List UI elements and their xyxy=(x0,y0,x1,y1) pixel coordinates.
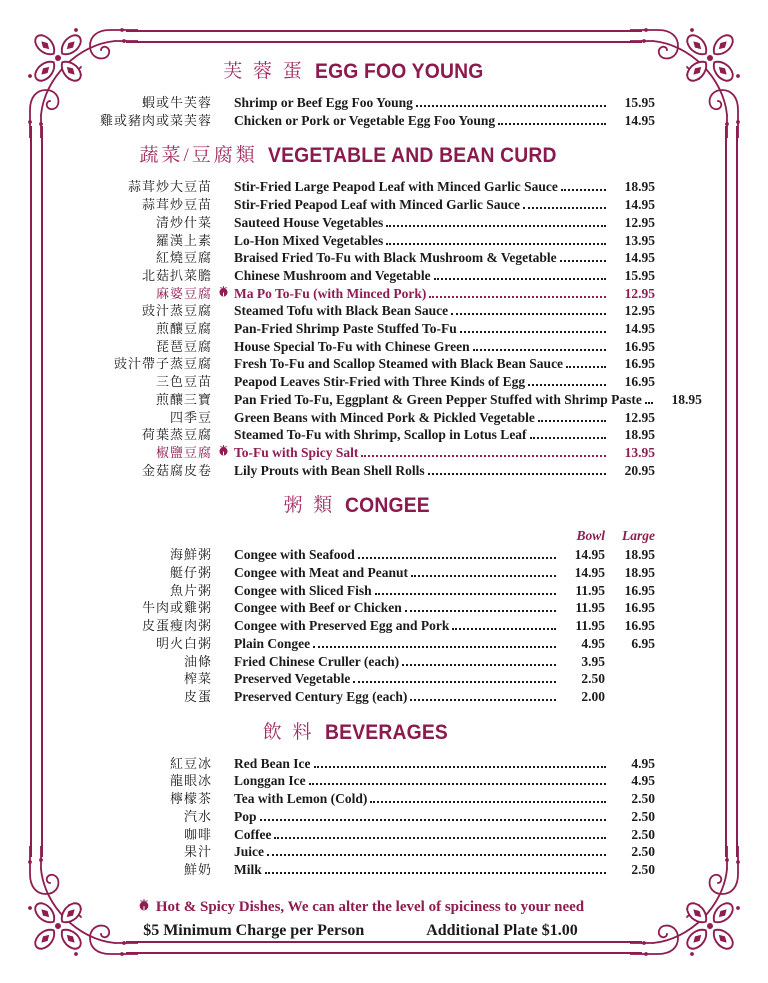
item-price-large: 16.95 xyxy=(624,600,655,616)
item-name-english: Fried Chinese Cruller (each) xyxy=(234,653,400,669)
border-line-bottom-inner xyxy=(126,941,642,943)
menu-item-row xyxy=(66,214,655,232)
border-line-bottom-outer xyxy=(126,952,642,954)
item-price: 2.50 xyxy=(581,671,605,687)
dotted-leader xyxy=(498,123,606,125)
item-name-english: Longgan Ice xyxy=(234,773,306,789)
item-price: 20.95 xyxy=(624,462,655,478)
item-name-chinese: 檸檬茶 xyxy=(169,791,212,807)
dotted-leader xyxy=(314,766,607,768)
item-price-large: 6.95 xyxy=(631,635,655,651)
item-name-english: Pop xyxy=(234,808,257,824)
section-title-english: BEVERAGES xyxy=(324,720,448,744)
item-price: 12.95 xyxy=(624,214,655,230)
item-name-chinese: 四季豆 xyxy=(169,409,212,425)
pepper-icon xyxy=(212,285,234,303)
item-name-english: Ma Po To-Fu (with Minced Pork) xyxy=(234,285,427,301)
section-title xyxy=(66,142,655,169)
item-price: 2.50 xyxy=(631,808,655,824)
section-title-chinese: 芙 蓉 蛋 xyxy=(223,61,305,82)
menu-section-vegetable-and-bean-curd xyxy=(66,142,702,479)
item-name-chinese: 牛肉或雞粥 xyxy=(141,600,212,616)
item-price: 4.95 xyxy=(631,755,655,771)
section-title-chinese: 飲 料 xyxy=(262,721,315,743)
menu-item-row xyxy=(66,790,655,808)
menu-item-row xyxy=(66,94,655,112)
section-title xyxy=(66,58,655,85)
menu-item-row xyxy=(66,617,655,635)
item-name-english: Green Beans with Minced Pork & Pickled Vegetable xyxy=(234,409,535,425)
item-price: 2.50 xyxy=(631,844,655,860)
item-price: 14.95 xyxy=(624,250,655,266)
item-name-english: House Special To-Fu with Chinese Green xyxy=(234,338,470,354)
border-line-left-inner xyxy=(41,126,43,857)
item-price: 14.95 xyxy=(624,112,655,128)
dotted-leader xyxy=(434,278,606,280)
item-name-english: Juice xyxy=(234,844,264,860)
menu-item-row xyxy=(66,826,655,844)
section-title-chinese: 蔬菜/豆腐類 xyxy=(139,145,258,167)
item-name-chinese: 三色豆苗 xyxy=(155,374,212,390)
item-name-english: Milk xyxy=(234,861,262,877)
item-price: 14.95 xyxy=(574,547,605,563)
item-name-chinese: 龍眼冰 xyxy=(169,773,212,789)
menu-content xyxy=(66,58,702,942)
item-name-chinese: 羅漢上素 xyxy=(155,232,212,248)
dotted-leader xyxy=(429,296,606,298)
dotted-leader xyxy=(452,628,556,630)
item-price: 4.95 xyxy=(581,635,605,651)
item-price-large: 18.95 xyxy=(624,547,655,563)
section-title-chinese: 粥 類 xyxy=(283,495,336,517)
item-name-chinese: 汽水 xyxy=(183,808,212,824)
item-name-english: Red Bean Ice xyxy=(234,755,311,771)
item-name-english: Chinese Mushroom and Vegetable xyxy=(234,267,431,283)
dotted-leader xyxy=(538,420,606,422)
section-title xyxy=(66,492,655,519)
item-price-large: 18.95 xyxy=(624,565,655,581)
menu-item-row xyxy=(66,320,655,338)
menu-item-row xyxy=(66,564,655,582)
dotted-leader xyxy=(410,699,556,701)
item-price: 18.95 xyxy=(624,179,655,195)
dotted-leader xyxy=(370,801,606,803)
item-price: 2.50 xyxy=(631,861,655,877)
item-name-chinese: 豉汁帶子蒸豆腐 xyxy=(113,356,212,372)
menu-item-row xyxy=(66,635,655,653)
item-price: 14.95 xyxy=(624,321,655,337)
item-price: 13.95 xyxy=(624,444,655,460)
menu-item-row xyxy=(66,196,655,214)
dotted-leader xyxy=(523,207,606,209)
item-price: 12.95 xyxy=(624,285,655,301)
dotted-leader xyxy=(353,681,556,683)
dotted-leader xyxy=(313,646,556,648)
dotted-leader xyxy=(566,366,606,368)
item-name-english: Steamed To-Fu with Shrimp, Scallop in Lotus Leaf xyxy=(234,427,527,443)
menu-item-row xyxy=(66,338,655,356)
item-name-english: Preserved Century Egg (each) xyxy=(234,688,408,704)
spicy-note-text: Hot & Spicy Dishes, We can alter the level of spiciness to your need xyxy=(155,898,585,915)
item-price: 16.95 xyxy=(624,338,655,354)
menu-item-row xyxy=(66,444,655,462)
item-name-chinese: 椒鹽豆腐 xyxy=(155,444,212,460)
item-name-chinese: 艇仔粥 xyxy=(169,565,212,581)
dotted-leader xyxy=(358,557,556,559)
item-price: 2.00 xyxy=(581,688,605,704)
item-name-english: Fresh To-Fu and Scallop Steamed with Black Bean Sauce xyxy=(234,356,564,372)
item-name-english: Lo-Hon Mixed Vegetables xyxy=(234,232,384,248)
item-name-chinese: 煎釀三寶 xyxy=(155,391,212,407)
menu-item-row xyxy=(66,599,655,617)
border-line-right-inner xyxy=(725,126,727,857)
dotted-leader xyxy=(530,437,606,439)
dotted-leader xyxy=(411,575,556,577)
menu-item-row xyxy=(66,843,655,861)
minimum-charge-text: $5 Minimum Charge per Person xyxy=(143,921,365,939)
menu-item-row xyxy=(66,285,655,303)
item-price-large: 16.95 xyxy=(624,618,655,634)
menu-item-row xyxy=(66,302,655,320)
pepper-icon xyxy=(212,444,234,462)
section-title-english: CONGEE xyxy=(345,494,431,518)
item-name-chinese: 煎釀豆腐 xyxy=(155,321,212,337)
menu-section-egg-foo-young xyxy=(66,58,655,129)
menu-item-row xyxy=(66,426,655,444)
item-name-chinese: 蝦或牛芙蓉 xyxy=(141,95,212,110)
menu-section-beverages xyxy=(66,719,655,879)
item-name-chinese: 雞或豬肉或菜芙蓉 xyxy=(99,112,212,128)
item-name-english: Congee with Beef or Chicken xyxy=(234,600,402,616)
item-price: 2.50 xyxy=(631,791,655,807)
section-rows xyxy=(66,755,655,879)
menu-item-row xyxy=(66,462,655,480)
menu-item-row xyxy=(66,688,655,706)
menu-item-row xyxy=(66,409,655,427)
item-name-chinese: 金菇腐皮卷 xyxy=(141,462,212,478)
menu-item-row xyxy=(66,355,655,373)
item-name-english: Stir-Fried Peapod Leaf with Minced Garlic Sauce xyxy=(234,197,520,213)
menu-item-row xyxy=(66,772,655,790)
item-price: 15.95 xyxy=(624,267,655,283)
menu-item-row xyxy=(66,670,655,688)
item-name-chinese: 明火白粥 xyxy=(155,635,212,651)
dotted-leader xyxy=(361,455,606,457)
section-rows xyxy=(66,94,655,129)
item-name-chinese: 麻婆豆腐 xyxy=(155,285,212,301)
item-price: 13.95 xyxy=(624,232,655,248)
border-line-top-inner xyxy=(126,41,642,43)
item-price: 16.95 xyxy=(624,356,655,372)
item-name-english: To-Fu with Spicy Salt xyxy=(234,444,359,460)
item-name-chinese: 鮮奶 xyxy=(183,861,212,877)
item-price: 12.95 xyxy=(624,303,655,319)
menu-item-row xyxy=(66,546,655,564)
border-line-top-outer xyxy=(126,30,642,32)
item-name-chinese: 豉汁蒸豆腐 xyxy=(141,303,212,319)
item-name-chinese: 油條 xyxy=(183,653,212,669)
dotted-leader xyxy=(416,105,606,107)
bowl-column-header: Bowl xyxy=(576,528,605,544)
menu-item-row xyxy=(66,178,655,196)
menu-item-row xyxy=(66,249,655,267)
dotted-leader xyxy=(560,260,606,262)
item-price: 4.95 xyxy=(631,773,655,789)
dotted-leader xyxy=(473,349,606,351)
menu-item-row xyxy=(66,653,655,671)
border-line-left-outer xyxy=(30,126,32,857)
section-rows xyxy=(66,178,702,479)
item-price: 11.95 xyxy=(575,582,605,598)
item-name-chinese: 魚片粥 xyxy=(169,582,212,598)
item-name-english: Chicken or Pork or Vegetable Egg Foo Young xyxy=(234,112,496,128)
item-name-english: Congee with Sliced Fish xyxy=(234,582,372,598)
item-name-chinese: 紅豆冰 xyxy=(169,755,212,771)
dotted-leader xyxy=(274,837,606,839)
dotted-leader xyxy=(375,593,556,595)
charges-note xyxy=(66,919,655,942)
dotted-leader xyxy=(405,610,556,612)
section-rows xyxy=(66,546,655,705)
item-price: 3.95 xyxy=(581,653,605,669)
item-name-chinese: 蒜茸炒大豆苗 xyxy=(127,179,212,195)
spicy-dishes-note xyxy=(66,897,655,919)
dotted-leader xyxy=(428,473,606,475)
item-name-chinese: 蒜茸炒豆苗 xyxy=(141,197,212,213)
dotted-leader xyxy=(260,819,606,821)
item-name-chinese: 榨菜 xyxy=(183,671,212,687)
dotted-leader xyxy=(267,854,606,856)
item-name-chinese: 皮蛋 xyxy=(183,688,212,704)
item-name-english: Steamed Tofu with Black Bean Sauce xyxy=(234,303,449,319)
menu-item-row xyxy=(66,112,655,130)
item-price: 18.95 xyxy=(671,391,702,407)
item-name-chinese: 清炒什菜 xyxy=(155,214,212,230)
item-price: 11.95 xyxy=(575,618,605,634)
section-title xyxy=(66,719,655,746)
large-column-header: Large xyxy=(622,528,655,544)
dotted-leader xyxy=(561,189,606,191)
item-price: 14.95 xyxy=(624,197,655,213)
menu-item-row xyxy=(66,755,655,773)
item-name-english: Stir-Fried Large Peapod Leaf with Minced Garlic Sauce xyxy=(234,179,558,195)
menu-item-row xyxy=(66,391,702,409)
item-name-chinese: 紅燒豆腐 xyxy=(155,250,212,266)
menu-footnotes xyxy=(66,897,655,942)
item-name-english: Sauteed House Vegetables xyxy=(234,214,384,230)
dotted-leader xyxy=(460,331,606,333)
dotted-leader xyxy=(402,664,556,666)
item-price: 2.50 xyxy=(631,826,655,842)
dotted-leader xyxy=(528,384,606,386)
item-price: 18.95 xyxy=(624,427,655,443)
item-price: 11.95 xyxy=(575,600,605,616)
dotted-leader xyxy=(309,783,606,785)
dotted-leader xyxy=(451,313,606,315)
item-name-english: Tea with Lemon (Cold) xyxy=(234,791,368,807)
item-price-large: 16.95 xyxy=(624,582,655,598)
border-line-right-outer xyxy=(736,126,738,857)
menu-item-row xyxy=(66,232,655,250)
dotted-leader xyxy=(265,872,606,874)
item-name-chinese: 皮蛋瘦肉粥 xyxy=(141,618,212,634)
item-name-chinese: 北菇扒菜膽 xyxy=(141,267,212,283)
menu-item-row xyxy=(66,808,655,826)
item-name-english: Shrimp or Beef Egg Foo Young xyxy=(234,95,413,110)
item-price: 14.95 xyxy=(574,565,605,581)
item-name-english: Lily Prouts with Bean Shell Rolls xyxy=(234,462,425,478)
item-name-english: Braised Fried To-Fu with Black Mushroom & Vegetable xyxy=(234,250,557,266)
menu-item-row xyxy=(66,267,655,285)
dotted-leader xyxy=(645,402,653,404)
dotted-leader xyxy=(386,243,606,245)
price-column-headers xyxy=(66,528,655,544)
menu-item-row xyxy=(66,582,655,600)
item-price: 15.95 xyxy=(624,95,655,110)
menu-item-row xyxy=(66,861,655,879)
item-price: 12.95 xyxy=(624,409,655,425)
item-name-chinese: 海鮮粥 xyxy=(169,547,212,563)
additional-plate-text: Additional Plate $1.00 xyxy=(426,921,578,939)
item-name-english: Pan Fried To-Fu, Eggplant & Green Pepper Stuffed with Shrimp Paste xyxy=(234,391,642,407)
item-name-chinese: 果汁 xyxy=(183,844,212,860)
menu-item-row xyxy=(66,373,655,391)
item-name-english: Coffee xyxy=(234,826,272,842)
dotted-leader xyxy=(386,225,606,227)
item-name-english: Congee with Meat and Peanut xyxy=(234,565,408,581)
item-price: 16.95 xyxy=(624,374,655,390)
item-name-chinese: 荷葉蒸豆腐 xyxy=(141,427,212,443)
item-name-chinese: 咖啡 xyxy=(183,826,212,842)
item-name-chinese: 琵琶豆腐 xyxy=(155,338,212,354)
menu-section-congee xyxy=(66,492,655,705)
item-name-english: Congee with Preserved Egg and Pork xyxy=(234,618,450,634)
item-name-english: Peapod Leaves Stir-Fried with Three Kinds of Egg xyxy=(234,374,526,390)
section-title-english: VEGETABLE AND BEAN CURD xyxy=(267,144,557,168)
item-name-english: Preserved Vegetable xyxy=(234,671,351,687)
item-name-english: Pan-Fried Shrimp Paste Stuffed To-Fu xyxy=(234,321,457,337)
pepper-icon xyxy=(137,898,151,919)
section-title-english: EGG FOO YOUNG xyxy=(314,60,484,83)
item-name-english: Congee with Seafood xyxy=(234,547,355,563)
menu-sections xyxy=(66,58,702,879)
item-name-english: Plain Congee xyxy=(234,635,311,651)
